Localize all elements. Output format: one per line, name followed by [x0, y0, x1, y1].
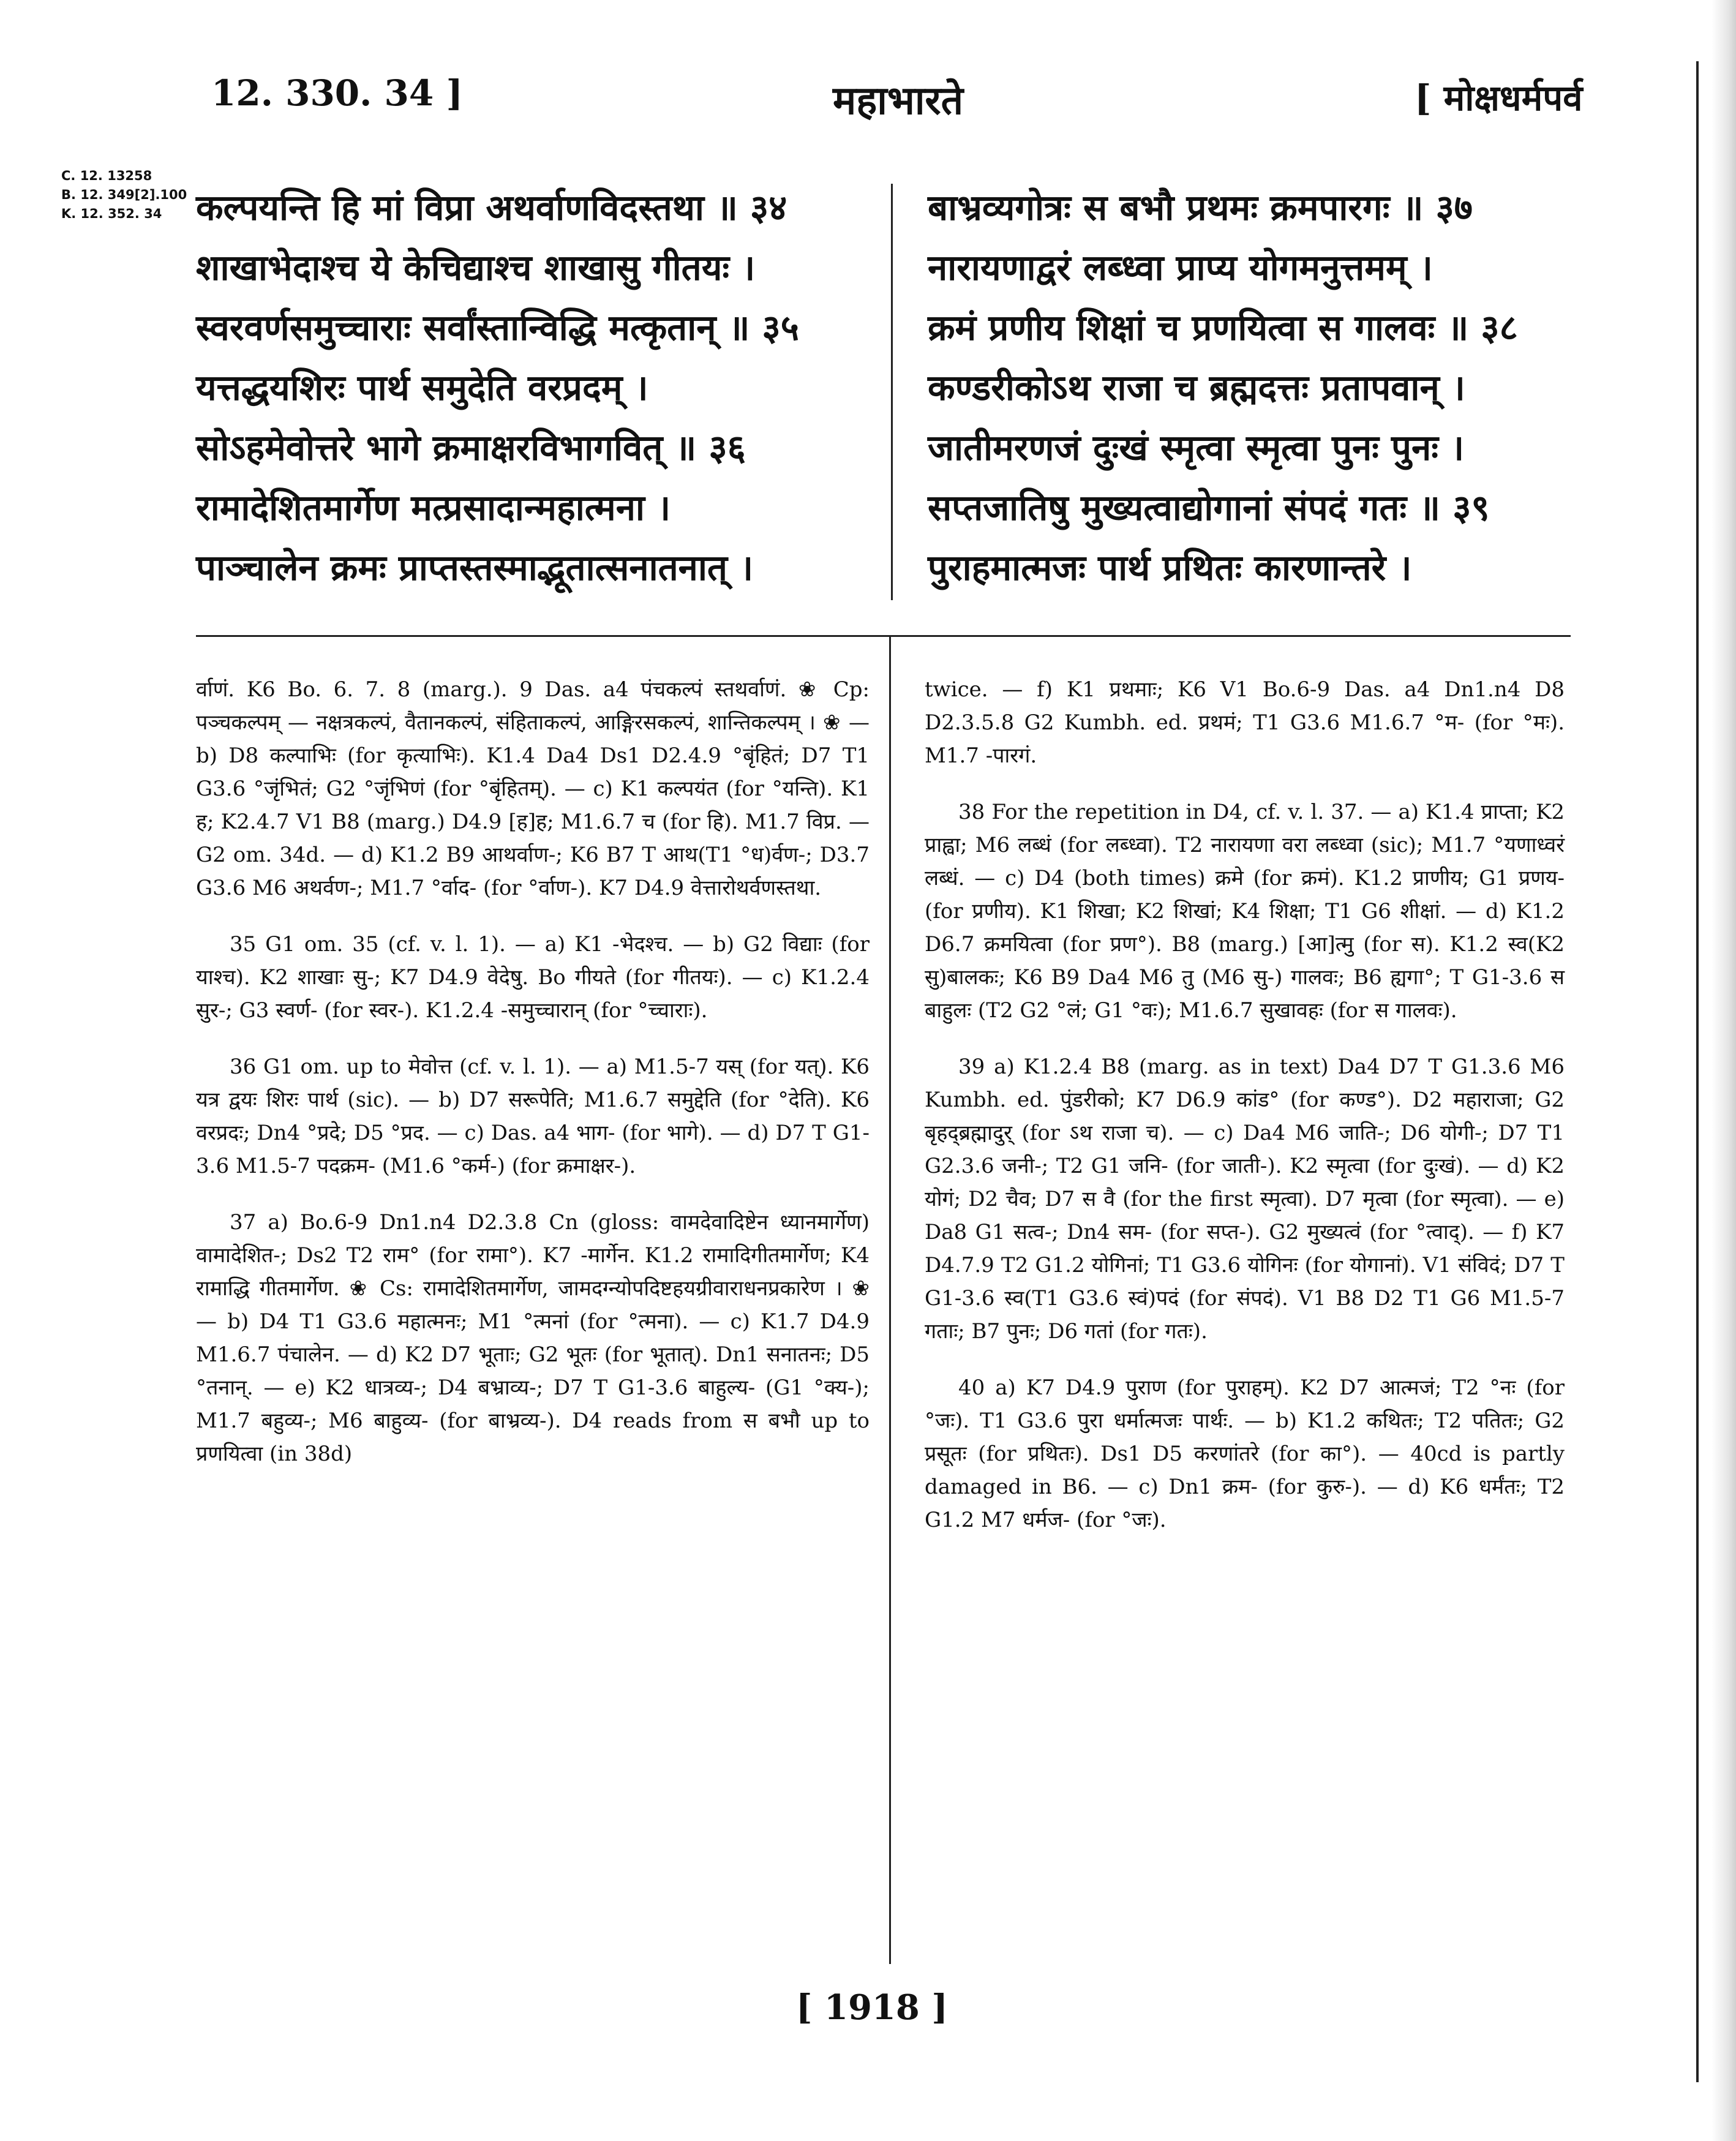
note-paragraph: 35 G1 om. 35 (cf. v. l. 1). — a) K1 -भेदश्च. — b) G2 विद्याः (for याश्च). K2 शाखाः सु-; K7 D4.9 वेदेषु. Bo गीयते (for गीतयः). — c) K1.2.4 सुर-; G3 स्वर्ण- (for स्वर-). K1.2.4 -समुच्चारान् (for °च्चाराः). — [196, 932, 870, 1023]
page-title: महाभारते — [833, 78, 964, 124]
verse-line: क्रमं प्रणीय शिक्षां च प्रणयित्वा स गालवः ॥ ३८ — [928, 307, 1518, 348]
page-number: [ 1918 ] — [796, 1987, 948, 2028]
concordance-line: K. 12. 352. 34 — [61, 206, 162, 221]
concordance-block — [61, 167, 187, 224]
note-paragraph: 36 G1 om. up to मेवोत्त (cf. v. l. 1). — a) M1.5-7 यस् (for यत्). K6 यत्र द्वयः शिरः पार्थ (sic). — b) D7 सरूपेति; M1.6.7 समुद्देति (for °देति). K6 वरप्रदः; Dn4 °प्रदे; D5 °प्रद. — c) Das. a4 भाग- (for भागे). — d) D7 T G1-3.6 M1.5-7 पदक्रम- (M1.6 °कर्म-) (for क्रमाक्षर-). — [196, 1055, 870, 1178]
scan-edge-line — [1696, 61, 1699, 2082]
column-divider — [891, 184, 893, 600]
verse-line: बाभ्रव्यगोत्रः स बभौ प्रथमः क्रमपारगः ॥ ३७ — [928, 187, 1473, 228]
note-paragraph: 40 a) K7 D4.9 पुराण (for पुराहम्). K2 D7 आत्मजं; T2 °नः (for °जः). T1 G3.6 पुरा धर्मात्मजः पार्थः. — b) K1.2 कथितः; T2 पतितः; G2 प्रसूतः (for प्रथितः). Ds1 D5 करणांतरे (for का°). — 40cd is partly damaged in B6. — c) Dn1 क्रम- (for कुरु-). — d) K6 धर्मंतः; T2 G1.2 M7 धर्मज- (for °जः). — [925, 1375, 1565, 1532]
verses-right-column — [928, 178, 1589, 598]
horizontal-rule — [196, 635, 1571, 637]
notes-column-divider — [889, 635, 891, 1964]
notes-right-column — [925, 652, 1565, 1560]
verse-line: यत्तद्धयशिरः पार्थ समुदेति वरप्रदम् । — [196, 367, 648, 408]
verses-left-column — [196, 178, 857, 598]
concordance-line: C. 12. 13258 — [61, 168, 152, 183]
note-paragraph: 38 For the repetition in D4, cf. v. l. 37. — a) K1.4 प्राप्ता; K2 प्राह्वा; M6 लब्धं (for लब्ध्वा). T2 नारायणा वरा लब्ध्वा (sic); M1.7 °यणाध्वरं लब्धं. — c) D4 (both times) क्रमे (for क्रमं). K1.2 प्राणीय; G1 प्रणय- (for प्रणीय). K1 शिखा; K2 शिखां; K4 शिक्षा; T1 G6 शीक्षां. — d) K1.2 D6.7 क्रमयित्वा (for प्रण°). B8 (marg.) [आ]त्मु (for स). K1.2 स्व(K2 सु)बालकः; K6 B9 Da4 M6 तु (M6 सु-) गालवः; B6 ह्यगा°; T G1-3.6 स बाहुलः (T2 G2 °लं; G1 °वः); M1.6.7 सुखावहः (for स गालवः). — [925, 800, 1565, 1023]
note-paragraph: 37 a) Bo.6-9 Dn1.n4 D2.3.8 Cn (gloss: वामदेवादिष्टेन ध्यानमार्गेण) वामादेशित-; Ds2 T2 राम° (for रामा°). K7 -मार्गेन. K1.2 रामादिगीतमार्गेण; K4 रामाद्धि गीतमार्गेण. ❀ Cs: रामादेशितमार्गेण, जामदग्न्योपदिष्टहयग्रीवाराधनप्रकारेण । ❀ — b) D4 T1 G3.6 महात्मनः; M1 °त्मनां (for °त्मना). — c) K1.7 D4.9 M1.6.7 पंचालेन. — d) K2 D7 भूताः; G2 भूतः (for भूतात्). Dn1 सनातनः; D5 °तनान्. — e) K2 धात्रव्य-; D4 बभ्राव्य-; D7 T G1-3.6 बाहुल्य- (G1 °क्य-); M1.7 बहुव्य-; M6 बाहुव्य- (for बाभ्रव्य-). D4 reads from स बभौ up to प्रणयित्वा (in 38d) — [196, 1210, 870, 1466]
verse-line: कल्पयन्ति हि मां विप्रा अथर्वाणविदस्तथा ॥ ३४ — [196, 187, 787, 228]
verse-line: शाखाभेदाश्च ये केचिद्याश्च शाखासु गीतयः । — [196, 247, 756, 288]
verse-line: सप्तजातिषु मुख्यत्वाद्योगानां संपदं गतः ॥ ३९ — [928, 487, 1490, 529]
verse-line: स्वरवर्णसमुच्चाराः सर्वांस्तान्विद्धि मत्कृतान् ॥ ३५ — [196, 307, 799, 348]
verse-line: पुराहमात्मजः पार्थ प्रथितः कारणान्तरे । — [928, 547, 1412, 589]
verse-line: नारायणाद्वरं लब्ध्वा प्राप्य योगमनुत्तमम् । — [928, 247, 1433, 288]
verse-line: रामादेशितमार्गेण मत्प्रसादान्महात्मना । — [196, 487, 671, 529]
verse-line: कण्डरीकोऽथ राजा च ब्रह्मदत्तः प्रतापवान् । — [928, 367, 1465, 408]
section-title: [ मोक्षधर्मपर्व — [1415, 77, 1583, 119]
concordance-line: B. 12. 349[2].100 — [61, 187, 187, 202]
scan-edge-shadow — [1712, 0, 1736, 2141]
note-paragraph: 39 a) K1.2.4 B8 (marg. as in text) Da4 D7 T G1.3.6 M6 Kumbh. ed. पुंडरीको; K7 D6.9 कांड° (for कण्ड°). D2 महाराजा; G2 बृहद्ब्रह्मादुर् (for ऽथ राजा च). — c) Da4 M6 जाति-; D6 योगी-; D7 T1 G2.3.6 जनी-; T2 G1 जनि- (for जाती-). K2 स्मृत्वा (for दुःखं). — d) K2 योगं; D2 चैव; D7 स वै (for the first स्मृत्वा). D7 मृत्वा (for स्मृत्वा). — e) Da8 G1 सत्व-; Dn4 सम- (for सप्त-). G2 मुख्यत्वं (for °त्वाद्). — f) K7 D4.7.9 T2 G1.2 योगिनां; T1 G3.6 योगिनः (for योगानां). V1 संविदं; D7 T G1-3.6 स्व(T1 G3.6 स्वं)पदं (for संपदं). V1 B8 D2 T1 G6 M1.5-7 गताः; B7 पुनः; D6 गतां (for गतः). — [925, 1055, 1565, 1344]
notes-left-column — [196, 652, 870, 1494]
page-reference: 12. 330. 34 ] — [211, 72, 463, 114]
verse-line: जातीमरणजं दुःखं स्मृत्वा स्मृत्वा पुनः पुनः । — [928, 427, 1465, 468]
note-paragraph: र्वाणं. K6 Bo. 6. 7. 8 (marg.). 9 Das. a4 पंचकल्पं स्तथर्वाणं. ❀ Cp: पञ्चकल्पम् — नक्षत्रकल्पं, वैतानकल्पं, संहिताकल्पं, आङ्गिरसकल्पं, शान्तिकल्पम् । ❀ — b) D8 कल्पाभिः (for कृत्याभिः). K1.4 Da4 Ds1 D2.4.9 °बृंहितं; D7 T1 G3.6 °जृंभितं; G2 °जृंभिणं (for °बृंहितम्). — c) K1 कल्पयंत (for °यन्ति). K1 ह; K2.4.7 V1 B8 (marg.) D4.9 [ह]ह; M1.6.7 च (for हि). M1.7 विप्र. — G2 om. 34d. — d) K1.2 B9 आथर्वाण-; K6 B7 T आथ(T1 °ध)र्वण-; D3.7 G3.6 M6 अथर्वण-; M1.7 °र्वाद- (for °र्वाण-). K7 D4.9 वेत्तारोथर्वणस्तथा. — [196, 677, 870, 900]
verse-line: सोऽहमेवोत्तरे भागे क्रमाक्षरविभागवित् ॥ ३६ — [196, 427, 746, 468]
note-paragraph: twice. — f) K1 प्रथमाः; K6 V1 Bo.6-9 Das. a4 Dn1.n4 D8 D2.3.5.8 G2 Kumbh. ed. प्रथमं; T1 G3.6 M1.6.7 °म- (for °मः). M1.7 -पारगं. — [925, 677, 1565, 768]
verse-line: पाञ्चालेन क्रमः प्राप्तस्तस्माद्भूतात्सनातनात् । — [196, 547, 754, 589]
